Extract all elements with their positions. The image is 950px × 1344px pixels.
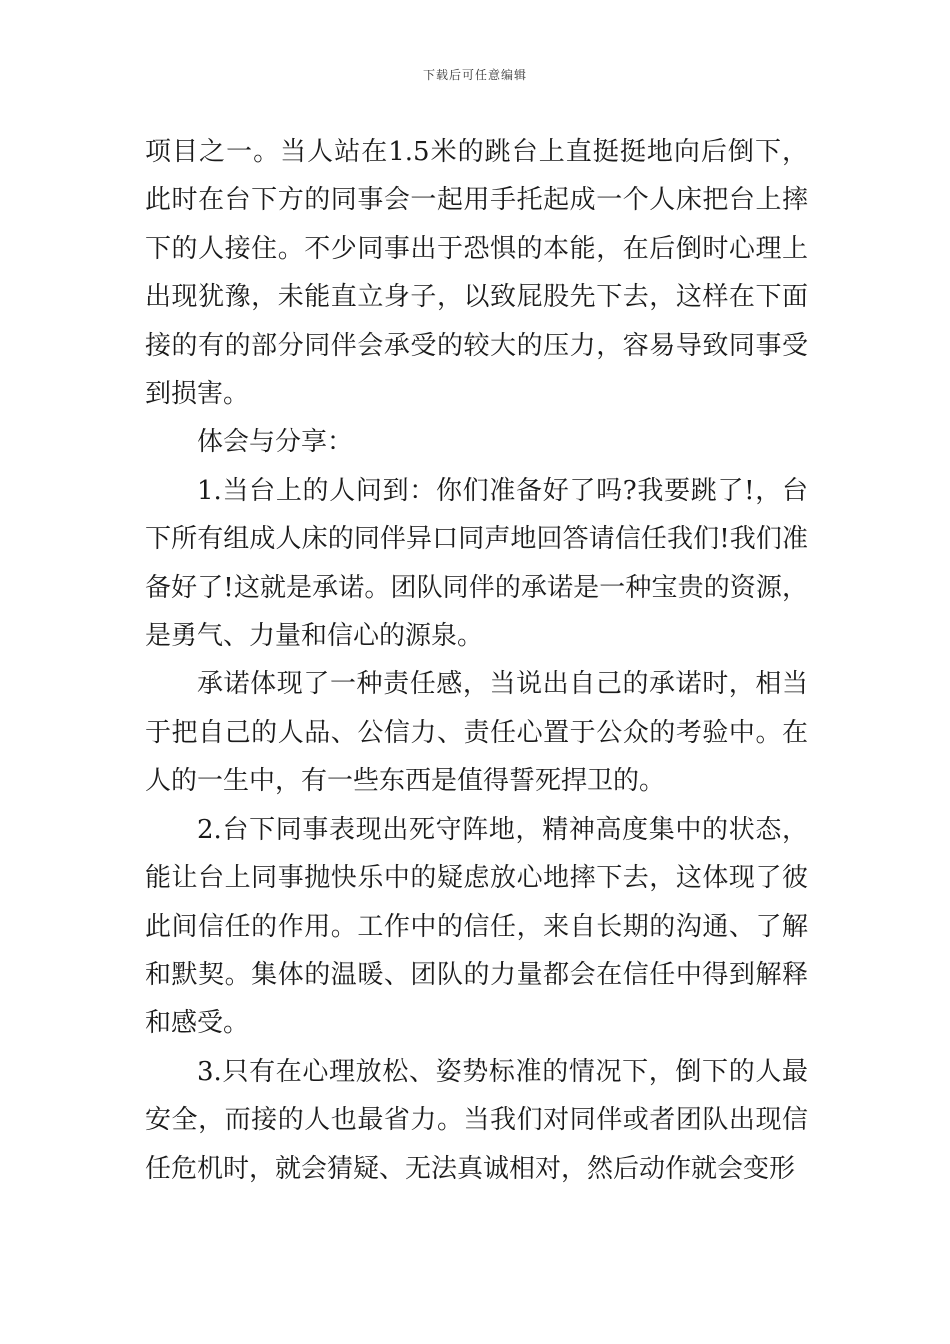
paragraph-point-1: 1.当台上的人问到：你们准备好了吗?我要跳了!，台下所有组成人床的同伴异口同声地回答请信任我们!我们准备好了!这就是承诺。团队同伴的承诺是一种宝贵的资源，是勇气、力量和信心的源泉。 xyxy=(145,475,808,652)
paragraph-point-2: 2.台下同事表现出死守阵地，精神高度集中的状态，能让台上同事抛快乐中的疑虑放心地摔下去，这体现了彼此间信任的作用。工作中的信任，来自长期的沟通、了解和默契。集体的温暖、团队的力量都会在信任中得到解释和感受。 xyxy=(145,814,808,1039)
paragraph-commitment: 承诺体现了一种责任感，当说出自己的承诺时，相当于把自己的人品、公信力、责任心置于公众的考验中。在人的一生中，有一些东西是值得誓死捍卫的。 xyxy=(145,669,808,797)
paragraph-point-3: 3.只有在心理放松、姿势标准的情况下，倒下的人最安全，而接的人也最省力。当我们对同伴或者团队出现信任危机时，就会猜疑、无法真诚相对，然后动作就会变形 xyxy=(145,1056,808,1184)
page-header: 下载后可任意编辑 xyxy=(422,68,527,82)
document-body xyxy=(145,128,808,1193)
section-heading: 体会与分享： xyxy=(197,427,354,458)
paragraph-1: 项目之一。当人站在1.5米的跳台上直挺挺地向后倒下，此时在台下方的同事会一起用手托起成一个人床把台上摔下的人接住。不少同事出于恐惧的本能，在后倒时心理上出现犹豫，未能直立身子，以致屁股先下去，这样在下面接的有的部分同伴会承受的较大的压力，容易导致同事受到损害。 xyxy=(145,137,808,410)
